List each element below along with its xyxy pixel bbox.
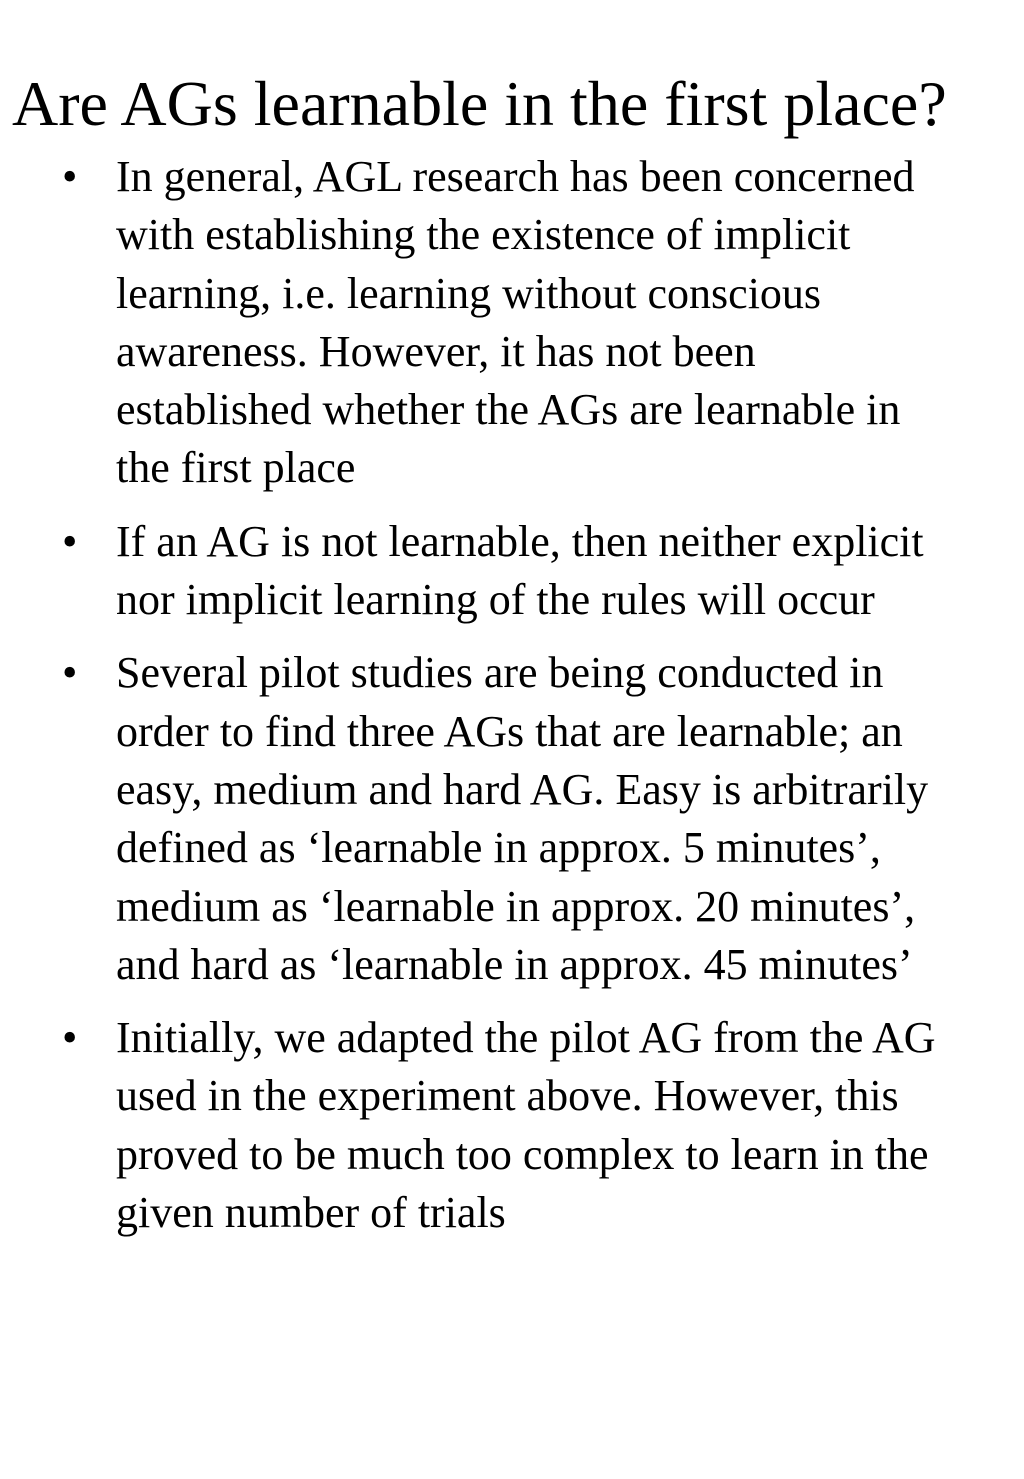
bullet-item-3: [0, 644, 961, 994]
bullet-dot-icon: •: [62, 516, 78, 566]
bullet-item-1: [0, 148, 961, 498]
bullet-list: [0, 148, 1024, 1257]
bullet-text: Initially, we adapted the pilot AG from the AG used in the experiment above. However, this proved to be much too complex to learn in the given number of trials: [116, 1013, 936, 1238]
bullet-text: In general, AGL research has been concerned with establishing the existence of implicit learning, i.e. learning without conscious awareness. However, it has not been established whether the AGs are learnable in the first place: [116, 152, 915, 493]
slide-title: Are AGs learnable in the first place?: [12, 68, 947, 139]
bullet-text: Several pilot studies are being conducted in order to find three AGs that are learnable; an easy, medium and hard AG. Easy is arbitrarily defined as ‘learnable in approx. 5 minutes’, medium as ‘learnable in approx. 20 minutes’, and hard as ‘learnable in approx. 45 minutes’: [116, 648, 929, 989]
bullet-dot-icon: •: [62, 152, 78, 201]
bullet-text: If an AG is not learnable, then neither explicit nor implicit learning of the rules will occur: [116, 516, 924, 625]
bullet-item-2: [0, 513, 961, 630]
bullet-item-4: [0, 1009, 961, 1242]
bullet-dot-icon: •: [62, 1013, 78, 1063]
bullet-dot-icon: •: [62, 648, 78, 698]
